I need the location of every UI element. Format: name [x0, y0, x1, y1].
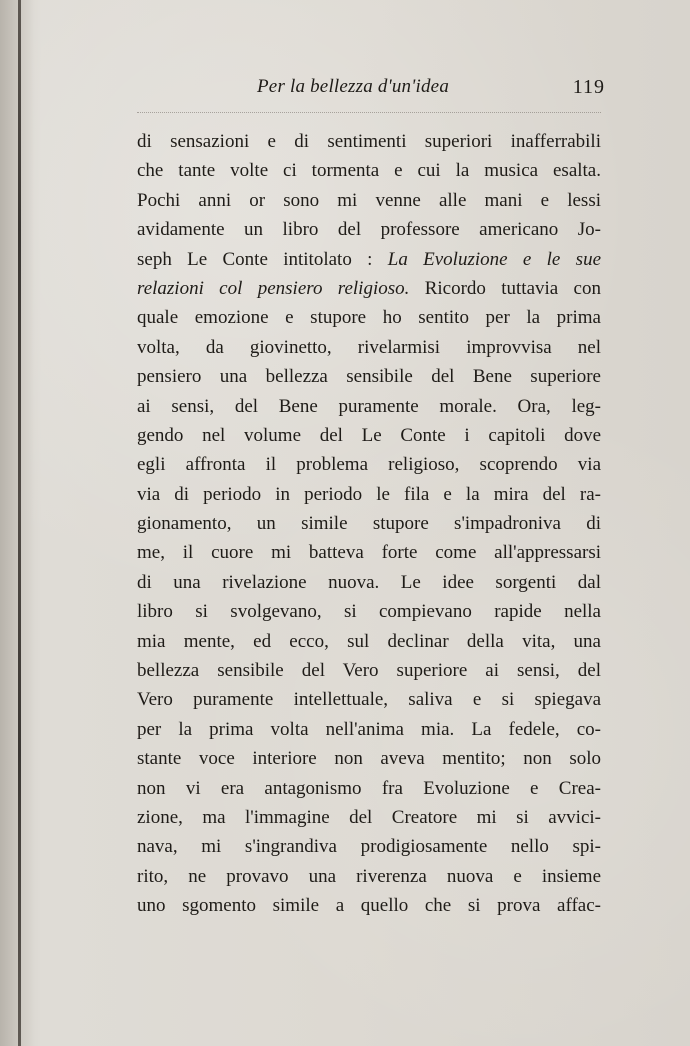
text-segment: mia mente, ed ecco, sul declinar della vita, una — [137, 630, 601, 652]
text-line — [137, 656, 601, 685]
text-line — [137, 891, 601, 920]
text-segment: che tante volte ci tormenta e cui la musica esalta. — [137, 160, 601, 182]
text-segment: nava, mi s'ingrandiva prodigiosamente nello spi- — [137, 836, 601, 858]
italic-text-segment: relazioni col pensiero religioso. — [137, 277, 410, 299]
italic-text-segment: La Evoluzione e le sue — [387, 248, 601, 270]
body-text — [137, 127, 601, 921]
text-segment: rito, ne provavo una riverenza nuova e insieme — [137, 865, 601, 887]
header-rule — [137, 112, 601, 113]
text-line — [137, 862, 601, 891]
running-head: Per la bellezza d'un'idea — [257, 76, 450, 97]
text-line — [137, 421, 601, 450]
text-line — [137, 774, 601, 803]
text-segment: di una rivelazione nuova. Le idee sorgenti dal — [137, 571, 601, 593]
text-segment: avidamente un libro del professore americano Jo- — [137, 219, 601, 241]
text-segment: Ricordo tuttavia con — [409, 277, 601, 299]
text-line — [137, 803, 601, 832]
text-segment: Pochi anni or sono mi venne alle mani e lessi — [137, 189, 601, 211]
text-segment: ai sensi, del Bene puramente morale. Ora, leg- — [137, 395, 601, 417]
text-segment: gionamento, un simile stupore s'impadroniva di — [137, 513, 601, 535]
text-segment: seph Le Conte intitolato : — [137, 248, 388, 270]
text-line — [137, 186, 601, 215]
text-line — [137, 274, 601, 303]
text-line — [137, 156, 601, 185]
text-segment: me, il cuore mi batteva forte come all'appressarsi — [137, 542, 601, 564]
text-line — [137, 597, 601, 626]
text-line — [137, 744, 601, 773]
text-line — [137, 509, 601, 538]
page-spine — [0, 0, 34, 1046]
text-segment: libro si svolgevano, si compievano rapide nella — [137, 601, 601, 623]
text-segment: pensiero una bellezza sensibile del Bene superiore — [137, 366, 601, 388]
text-line — [137, 568, 601, 597]
text-segment: egli affronta il problema religioso, scoprendo via — [137, 454, 601, 476]
text-line — [137, 215, 601, 244]
text-segment: stante voce interiore non aveva mentito; non solo — [137, 748, 601, 770]
text-line — [137, 685, 601, 714]
page-header — [137, 76, 605, 104]
text-segment: gendo nel volume del Le Conte i capitoli dove — [137, 424, 601, 446]
text-segment: non vi era antagonismo fra Evoluzione e Crea- — [137, 777, 601, 799]
text-line — [137, 450, 601, 479]
page-number: 119 — [572, 76, 605, 98]
text-segment: di sensazioni e di sentimenti superiori inafferrabili — [137, 131, 601, 152]
text-segment: Vero puramente intellettuale, saliva e si spiegava — [137, 689, 601, 711]
text-segment: uno sgomento simile a quello che si prova affac- — [137, 895, 601, 917]
text-line — [137, 362, 601, 391]
spine-edge-line — [18, 0, 21, 1046]
text-line — [137, 832, 601, 861]
text-line — [137, 538, 601, 567]
text-segment: quale emozione e stupore ho sentito per la prima — [137, 307, 601, 329]
text-line — [137, 392, 601, 421]
text-segment: zione, ma l'immagine del Creatore mi si avvici- — [137, 806, 601, 828]
text-line — [137, 715, 601, 744]
text-segment: per la prima volta nell'anima mia. La fedele, co- — [137, 718, 601, 740]
text-line — [137, 480, 601, 509]
text-line — [137, 245, 601, 274]
text-line — [137, 333, 601, 362]
text-line — [137, 127, 601, 156]
text-line — [137, 627, 601, 656]
text-segment: bellezza sensibile del Vero superiore ai sensi, del — [137, 660, 601, 682]
text-line — [137, 303, 601, 332]
text-segment: via di periodo in periodo le fila e la mira del ra- — [137, 483, 601, 505]
text-segment: volta, da giovinetto, rivelarmisi improvvisa nel — [137, 336, 601, 358]
